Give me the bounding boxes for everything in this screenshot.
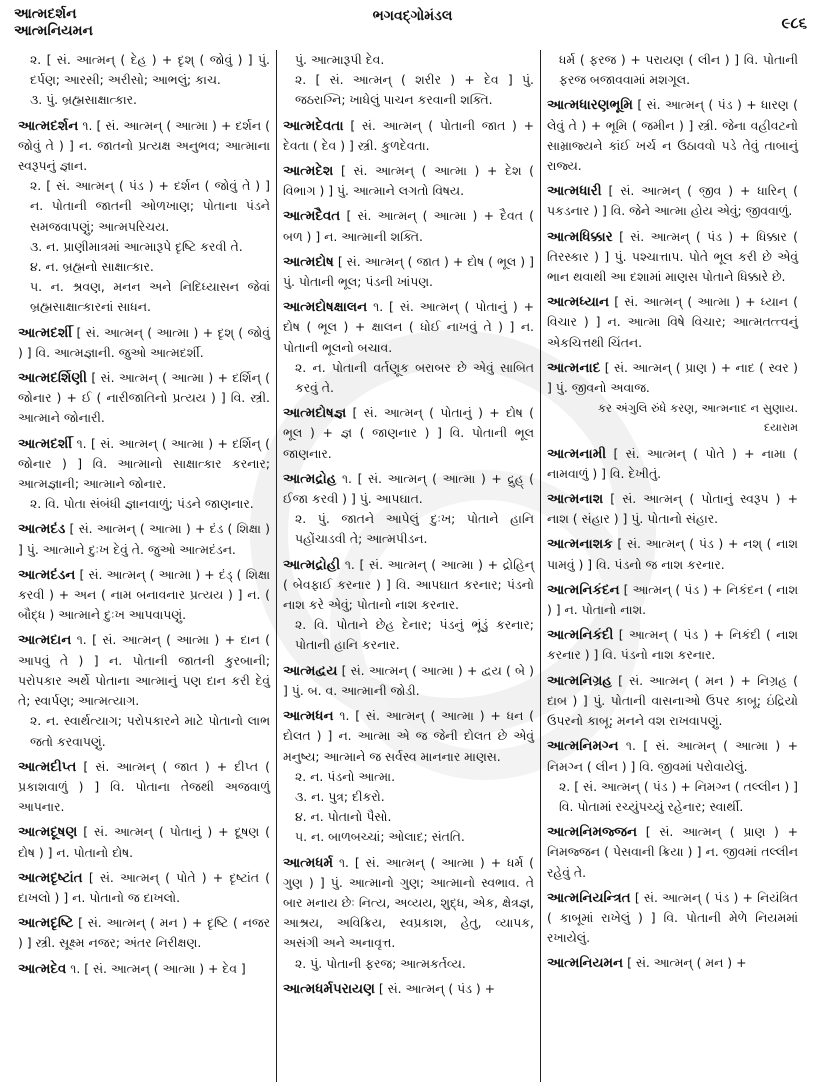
column-3: [540, 50, 804, 1082]
dictionary-entry: [18, 434, 270, 515]
entry-definition: ૧. [ સં. આત્મન્ ( આત્મા ) + દેવ ]: [70, 960, 246, 976]
entry-headword: આત્મનિમગ્ન: [547, 738, 619, 755]
entry-definition: [ સં. આત્મન્ ( જીવ ) + ધારિન્ ( પકડનાર ) ] વિ. જેને આત્મા હોય એવું; જીવવાળું.: [547, 183, 798, 219]
dictionary-entry: [547, 50, 798, 90]
entry-definition: [ સં. આત્મન્ ( મન ) + નિગ્રહ ( દાબ ) ] પું. પોતાની વાસનાઓ ઉપર કાબૂ; ઇંદ્રિયો ઉપરનો કાબૂ; મનને વશ રાખવાપણું.: [547, 672, 798, 729]
entry-first-line: [18, 868, 270, 908]
entry-definition: ૧. [ સં. આત્મન્ ( આત્મા ) + દર્શન ( જોવું તે ) ] ન. જાતનો પ્રત્યક્ષ અનુભવ; આત્માના સ્વરૂપનું જ્ઞાન.: [18, 117, 270, 174]
entry-first-line: [18, 630, 270, 711]
entry-definition: [ સં. આત્મન્ ( મન ) + દૃષ્ટિ ( નજર ) ] સ્ત્રી. સૂક્ષ્મ નજર; અંતર નિરીક્ષણ.: [18, 915, 270, 951]
entry-sense: ૨. [ સં. આત્મન્ ( પંડ ) + નિમગ્ન ( તલ્લીન ) ] વિ. પોતામાં રચ્યુંપચ્યું રહેનાર; સ્વાર્થી.: [559, 778, 798, 814]
entry-first-line: [547, 736, 798, 776]
entry-headword: આત્મદર્શન: [18, 117, 79, 134]
dictionary-entry: [283, 469, 534, 550]
entry-headword: આત્મદર્શિણી: [18, 370, 87, 387]
entry-definition: [ સં. આત્મન્ ( પોતાનું સ્વરૂપ ) + નાશ ( સંહાર ) ] પું. પોતાનો સંહાર.: [547, 491, 798, 527]
entry-headword: આત્મનિકંદન: [547, 581, 620, 598]
dictionary-entry: [547, 227, 798, 288]
entry-first-line: [283, 50, 534, 70]
entry-headword: આત્મધર્મપરાયણ: [283, 980, 375, 997]
dictionary-entry: [547, 953, 798, 973]
entry-sense: ૨. [ સં. આત્મન્ ( શરીર ) + દેવ ] પું. જઠરાગ્નિ; ખાધેલું પાચન કરવાની શક્તિ.: [295, 72, 534, 108]
dictionary-entry: [283, 116, 534, 156]
entry-first-line: [283, 252, 534, 292]
entry-headword: આત્મદૃષ્ટિ: [18, 915, 74, 932]
dictionary-entry: [283, 50, 534, 111]
entry-sense: ૨. વિ. પોતાને છેહ દેનાર; પંડનું ભૂંડું કરનાર; પોતાની હાનિ કરનાર.: [295, 617, 534, 653]
dictionary-entry: [547, 444, 798, 484]
entry-headword: આત્મધન: [283, 708, 334, 725]
page-number: ૯૮૬: [781, 14, 807, 32]
entry-definition: [ સં. આત્મન્ ( આત્મા ) + દૃશ્ ( જોવું ) ] વિ. આત્મજ્ઞાની. જુઓ આત્મદર્શી.: [18, 324, 270, 360]
entry-first-line: [547, 888, 798, 949]
entry-headword: આત્મદૂષણ: [18, 824, 78, 841]
entry-first-line: [18, 959, 270, 979]
dictionary-entry: [547, 580, 798, 620]
entry-sense: ૨. [ સં. આત્મન્ ( પંડ ) + દર્શન ( જોવું તે ) ] ન. પોતાની જાતની ઓળખાણ; પોતાના પંડને સમજવાપણું; આત્મપરિચય.: [30, 178, 270, 234]
dictionary-entry: [18, 565, 270, 626]
dictionary-entry: [18, 757, 270, 818]
entry-headword: આત્મનિયન્ત્રિત: [547, 889, 631, 906]
dictionary-entry: [18, 50, 270, 111]
entry-definition: ૧. [ સં. આત્મન્ ( આત્મા ) + ધન ( દોલત ) ] ન. આત્મા એ જ જેની દોલત છે એવું મનુષ્ય; આત્માને જ સર્વસ્વ માનનાર માણસ.: [283, 708, 534, 764]
entry-first-line: [283, 206, 534, 246]
dictionary-entry: [547, 534, 798, 574]
entry-sense: ૨. [ સં. આત્મન્ ( દેહ ) + દૃશ્ ( જોવું ) ] પું. દર્પણ; આરસી; અરીસો; આભલું; કાચ.: [30, 52, 270, 88]
entry-sense: ૩. પું. બ્રહ્મસાક્ષાત્કાર.: [30, 92, 137, 108]
entry-first-line: [547, 489, 798, 529]
entry-definition: [ સં. આત્મન્ ( આત્મા ) + દંડ ( શિક્ષા ) ] પું. આત્માને દુઃખ દેવું તે. જુઓ આત્મદંડન.: [18, 521, 270, 557]
entry-sense: ૪. ન. બ્રહ્મનો સાક્ષાત્કાર.: [30, 259, 154, 275]
entry-definition: [ સં. આત્મન્ ( જાત ) + દીપ્ત ( પ્રકાશવાળું ) ] વિ. પોતાના તેજથી અજવાળું આપનાર.: [18, 758, 270, 815]
entry-headword: આત્મદોષ: [283, 253, 334, 270]
dictionary-entry: [283, 555, 534, 656]
dictionary-entry: [18, 519, 270, 559]
entry-headword: આત્મનામી: [547, 445, 607, 462]
entry-first-line: [547, 822, 798, 883]
entry-headword: આત્મદોષક્ષાલન: [283, 299, 368, 316]
dictionary-entry: [18, 368, 270, 429]
entry-sense: ૩. ન. પ્રાણીમાત્રમાં આત્મારૂપે દૃષ્ટિ કરવી તે.: [30, 238, 243, 254]
entry-sense: ૨. ન. પોતાની વર્તણૂક બરાબર છે એવું સાબિત કરવું તે.: [295, 359, 534, 396]
page-header: [0, 4, 825, 48]
entry-definition: [ આત્મન્ ( પંડ ) + નિકંદન ( નાશ ) ] ન. પોતાનો નાશ.: [547, 581, 798, 618]
entry-first-line: [283, 555, 534, 616]
dictionary-columns: [12, 50, 820, 1082]
entry-first-line: [547, 292, 798, 353]
guide-word-last: આત્મનિયમન: [14, 23, 93, 39]
entry-definition: ૧. [ સં. આત્મન્ ( આત્મા ) + દાન ( આપવું તે ) ] ન. પોતાની જાતની કુરબાની; પરોપકાર અર્થે પોતાના આત્માનું પણ દાન કરી દેવું તે; સ્વાર્પણ; આત્મત્યાગ.: [18, 632, 270, 709]
entry-first-line: [547, 181, 798, 221]
entry-first-line: [283, 403, 534, 464]
column-2: [276, 50, 540, 1082]
entry-first-line: [283, 116, 534, 156]
entry-headword: આત્મદર્શી: [18, 324, 73, 341]
entry-first-line: [18, 757, 270, 818]
entry-headword: આત્મદૈવત: [283, 208, 341, 225]
entry-definition: [ આત્મન્ ( પંડ ) + નિકંદી ( નાશ કરનાર ) ] વિ. પંડનો નાશ કરનાર.: [547, 627, 798, 663]
entry-sense: ૫. ન. શ્રવણ, મનન અને નિદિધ્યાસન જેવાં બ્રહ્મસાક્ષાત્કારનાં સાધન.: [30, 279, 270, 315]
entry-definition: [ સં. આત્મન્ ( આત્મા ) + દંડ્ ( શિક્ષા કરવી ) + અન ( નામ બનાવનાર પ્રત્યય ) ] ન. ( બૌદ્ધ ) આત્માને દુઃખ આપવાપણું.: [18, 566, 270, 623]
entry-definition: [ સં. આત્મન્ ( આત્મા ) + દેશ ( વિભાગ ) ] પું. આત્માને લગતો વિષય.: [283, 163, 534, 199]
entry-sense: ૫. ન. બાળબચ્ચાં; ઓલાદ; સંતતિ.: [295, 829, 465, 845]
entry-definition: [ સં. આત્મન્ ( મન ) +: [627, 955, 747, 971]
entry-first-line: [547, 358, 798, 398]
entry-definition: [ સં. આત્મન્ ( પોતે ) + નામા ( નામવાળું ) ] વિ. દેખીતું.: [547, 445, 798, 481]
entry-headword: આત્મનિકંદી: [547, 627, 614, 644]
entry-headword: આત્મધારણભૂમિ: [547, 97, 633, 114]
entry-headword: આત્મદૃષ્ટાંત: [18, 869, 83, 886]
dictionary-entry: [18, 959, 270, 979]
entry-definition: [ સં. આત્મન્ ( પ્રાણ ) + નિમજ્જન ( પેસવાની ક્રિયા ) ] ન. જીવમાં તલ્લીન રહેવું તે.: [547, 824, 798, 880]
entry-first-line: [283, 297, 534, 358]
entry-definition: [ સં. આત્મન્ ( પોતાનું ) + દૂષણ ( દોષ ) ] ન. પોતાનો દોષ.: [18, 824, 270, 860]
dictionary-entry: [283, 706, 534, 847]
entry-first-line: [283, 979, 534, 999]
entry-headword: આત્મધારી: [547, 183, 602, 200]
entry-definition: [ સં. આત્મન્ ( આત્મા ) + ધ્યાન ( વિચાર ) ] ન. આત્મા વિષે વિચાર; આત્મતત્ત્વનું એકચિત્તથી ચિંતન.: [547, 294, 798, 350]
running-title: ભગવદ્ગોમંડલ: [372, 8, 453, 24]
entry-first-line: [547, 580, 798, 620]
entry-sense: ૨. ન. પંડનો આત્મા.: [295, 768, 396, 784]
entry-headword: આત્મનાશ: [547, 491, 604, 508]
entry-first-line: [547, 953, 798, 973]
entry-headword: આત્મનિયમન: [547, 955, 624, 972]
entry-definition: [ સં. આત્મન્ ( પંડ ) + નશ્ ( નાશ પામવું ) ] વિ. પંડનો જ નાશ કરનાર.: [547, 536, 798, 572]
entry-definition: ૧. [ સં. આત્મન્ ( આત્મા ) + નિમગ્ન ( લીન ) ] વિ. જીવમાં પરોવાયેલું.: [547, 738, 798, 774]
entry-definition: [ સં. આત્મન્ ( પ્રાણ ) + નાદ ( સ્વર ) ] પું. જીવનો અવાજ.: [547, 359, 798, 396]
quotation-author: દયારામ: [763, 421, 798, 435]
entry-definition: [ સં. આત્મન્ ( પંડ ) +: [378, 980, 496, 996]
entry-first-line: [18, 822, 270, 862]
entry-sense: ૨. પું. જાતને આપેલું દુઃખ; પોતાને હાનિ પહોંચાડવી તે; આત્મપીડન.: [295, 511, 534, 547]
dictionary-entry: [547, 625, 798, 665]
dictionary-entry: [547, 95, 798, 176]
entry-first-line: [283, 469, 534, 509]
entry-headword: આત્મનિમજ્જન: [547, 824, 638, 841]
dictionary-entry: [547, 671, 798, 732]
entry-definition: [ સં. આત્મન્ ( પોતાનું ) + દોષ ( ભૂલ ) + જ્ઞ ( જાણનાર ) ] વિ. પોતાની ભૂલ જાણનાર.: [283, 405, 534, 461]
entry-definition: [ સં. આત્મન્ ( પોતે ) + દૃષ્ટાંત ( દાખલો ) ] ન. પોતાનો જ દાખલો.: [18, 869, 270, 905]
entry-first-line: [283, 853, 534, 954]
entry-definition: ધર્મ ( ફરજ ) + પરાયણ ( લીન ) ] વિ. પોતાની ફરજ બજાવવામાં મશગૂલ.: [559, 52, 798, 88]
dictionary-entry: [283, 252, 534, 292]
entry-definition: [ સં. આત્મન્ ( પંડ ) + ધારણ ( લેવું તે ) + ભૂમિ ( જમીન ) ] સ્ત્રી. જેના વહીવટનો સામ્રાજ્યને કાંઈ ખર્ચ ન ઉઠાવવો પડે તેવું તાબાનું રાજ્ય.: [547, 97, 798, 174]
dictionary-entry: [18, 116, 270, 318]
entry-first-line: [547, 671, 798, 732]
entry-first-line: [18, 434, 270, 495]
entry-definition: [ સં. આત્મન્ ( જાત ) + દોષ ( ભૂલ ) ] પું. પોતાની ભૂલ; પંડની ખાંપણ.: [283, 253, 534, 290]
entry-sense: ૩. ન. પુત્ર; દીકરો.: [295, 788, 385, 804]
entry-first-line: [283, 661, 534, 701]
entry-definition: પું. આત્મારૂપી દેવ.: [295, 52, 385, 67]
dictionary-entry: [283, 661, 534, 701]
entry-definition: [ સં. આત્મન્ ( પોતાની જાત ) + દેવતા ( દેવ ) ] સ્ત્રી. કુળદેવતા.: [283, 117, 534, 153]
entry-definition: ૧. [ સં. આત્મન્ ( આત્મા ) + દ્રોહિન્ ( બેવફાઈ કરનાર ) ] વિ. આપઘાત કરનાર; પંડનો નાશ કરે એવું; પોતાનો નાશ કરનાર.: [283, 556, 534, 613]
dictionary-entry: [18, 323, 270, 363]
entry-first-line: [547, 534, 798, 574]
entry-headword: આત્મધ્યાન: [547, 294, 610, 311]
entry-first-line: [547, 227, 798, 288]
dictionary-entry: [547, 292, 798, 353]
entry-first-line: [283, 706, 534, 767]
dictionary-entry: [547, 736, 798, 817]
guide-word-first: આત્મદર્શન: [14, 6, 77, 22]
entry-headword: આત્મદ્રોહ: [283, 470, 337, 487]
entry-first-line: [18, 913, 270, 953]
entry-sense: ૪. ન. પોતાનો પૈસો.: [295, 809, 392, 825]
dictionary-entry: [547, 181, 798, 221]
entry-sense: ૨. પું. પોતાની ફરજ; આત્મકર્તવ્ય.: [295, 955, 466, 971]
entry-definition: [ સં. આત્મન્ ( આત્મા ) + દર્શિન્ ( જોનાર ) + ઈ ( નારીજાતિનો પ્રત્યય ) ] વિ. સ્ત્રી. આત્માને જોનારી.: [18, 370, 270, 426]
entry-sense: ૨. ન. સ્વાર્થત્યાગ; પરોપકારને માટે પોતાનો લાભ જતો કરવાપણું.: [30, 713, 270, 749]
entry-first-line: [18, 519, 270, 559]
entry-headword: આત્મનાશક: [547, 536, 613, 553]
entry-first-line: [18, 565, 270, 626]
entry-headword: આત્મદ્વય: [283, 662, 338, 679]
entry-first-line: [18, 323, 270, 363]
entry-first-line: [547, 444, 798, 484]
entry-definition: [ સં. આત્મન્ ( પંડ ) + ધિક્કાર ( તિરસ્કાર ) ] પું. પશ્ચાત્તાપ. પોતે ભૂલ કરી છે એવું ભાન થવાથી આ દશામાં માણસ પોતાને ધિક્કારે છે.: [547, 228, 798, 285]
entry-definition: ૧. [ સં. આત્મન્ ( આત્મા ) + દ્રુહ્ ( ઈજા કરવી ) ] પું. આપઘાત.: [283, 470, 534, 507]
entry-definition: ૧. [ સં. આત્મન્ ( આત્મા ) + ધર્મ ( ગુણ ) ] પું. આત્માનો ગુણ; આત્માનો સ્વભાવ. તે બાર મનાય છેઃ નિત્ય, અવ્યય, શુદ્ધ, એક, ક્ષેત્રજ્ઞ, આશ્રય, અવિક્રિય, સ્વપ્રકાશ, હેતુ, વ્યાપક, અસંગી અને અનાવૃત્ત.: [283, 854, 534, 951]
column-1: [12, 50, 276, 1082]
dictionary-entry: [547, 822, 798, 883]
entry-quotation: [547, 398, 798, 438]
dictionary-entry: [18, 822, 270, 862]
entry-headword: આત્મદોષજ્ઞ: [283, 405, 347, 422]
dictionary-entry: [547, 489, 798, 529]
entry-definition: [ સં. આત્મન્ ( આત્મા ) + દ્વય ( બે ) ] પું. બ. વ. આત્માની જોડી.: [283, 662, 534, 698]
quotation-text: કર અંગુલિ રુંધે કરણ, આત્મનાદ ન સુણાય.: [597, 401, 798, 416]
entry-headword: આત્મદંડન: [18, 566, 76, 583]
entry-first-line: [547, 95, 798, 176]
dictionary-entry: [18, 913, 270, 953]
entry-headword: આત્મદેશ: [283, 163, 334, 180]
entry-headword: આત્મદીપ્ત: [18, 758, 77, 775]
entry-headword: આત્મદેવતા: [283, 117, 344, 134]
entry-headword: આત્મદર્શી: [18, 435, 73, 452]
entry-first-line: [18, 116, 270, 177]
entry-headword: આત્મદાન: [18, 632, 72, 649]
entry-headword: આત્મધર્મ: [283, 854, 333, 871]
dictionary-entry: [283, 979, 534, 999]
dictionary-entry: [547, 888, 798, 949]
dictionary-entry: [283, 403, 534, 464]
dictionary-entry: [283, 853, 534, 974]
entry-definition: ૧. [ સં. આત્મન્ ( આત્મા ) + દર્શિન્ ( જોનાર ) ] વિ. આત્માનો સાક્ષાત્કાર કરનાર; આત્મજ્ઞાની; આત્માને જોનાર.: [18, 435, 270, 492]
entry-definition: [ સં. આત્મન્ ( પંડ ) + નિયંત્રિત ( કાબૂમાં રાખેલું ) ] વિ. પોતાની મેળે નિયમમાં રખાયેલું.: [547, 889, 798, 946]
entry-headword: આત્મધિક્કાર: [547, 228, 613, 245]
entry-definition: ૧. [ સં. આત્મન્ ( પોતાનું ) + દોષ ( ભૂલ ) + ક્ષાલન ( ધોઈ નાખવું તે ) ] ન. પોતાની ભૂલનો બચાવ.: [283, 299, 534, 355]
dictionary-entry: [18, 630, 270, 751]
dictionary-entry: [18, 868, 270, 908]
entry-first-line: [18, 368, 270, 429]
entry-headword: આત્મદંડ: [18, 521, 66, 538]
entry-headword: આત્મનિગ્રહ: [547, 672, 612, 689]
entry-first-line: [283, 161, 534, 201]
entry-sense: ૨. વિ. પોતા સંબંધી જ્ઞાનવાળું; પંડને જાણનાર.: [30, 496, 254, 512]
dictionary-entry: [283, 161, 534, 201]
entry-headword: આત્મદ્રોહી: [283, 556, 341, 573]
dictionary-entry: [283, 297, 534, 398]
entry-first-line: [547, 50, 798, 90]
dictionary-entry: [547, 358, 798, 439]
entry-headword: આત્મનાદ: [547, 359, 601, 376]
entry-first-line: [547, 625, 798, 665]
dictionary-entry: [283, 206, 534, 246]
entry-definition: [ સં. આત્મન્ ( આત્મા ) + દૈવત ( બળ ) ] ન. આત્માની શક્તિ.: [283, 208, 534, 244]
entry-headword: આત્મદેવ: [18, 960, 67, 977]
